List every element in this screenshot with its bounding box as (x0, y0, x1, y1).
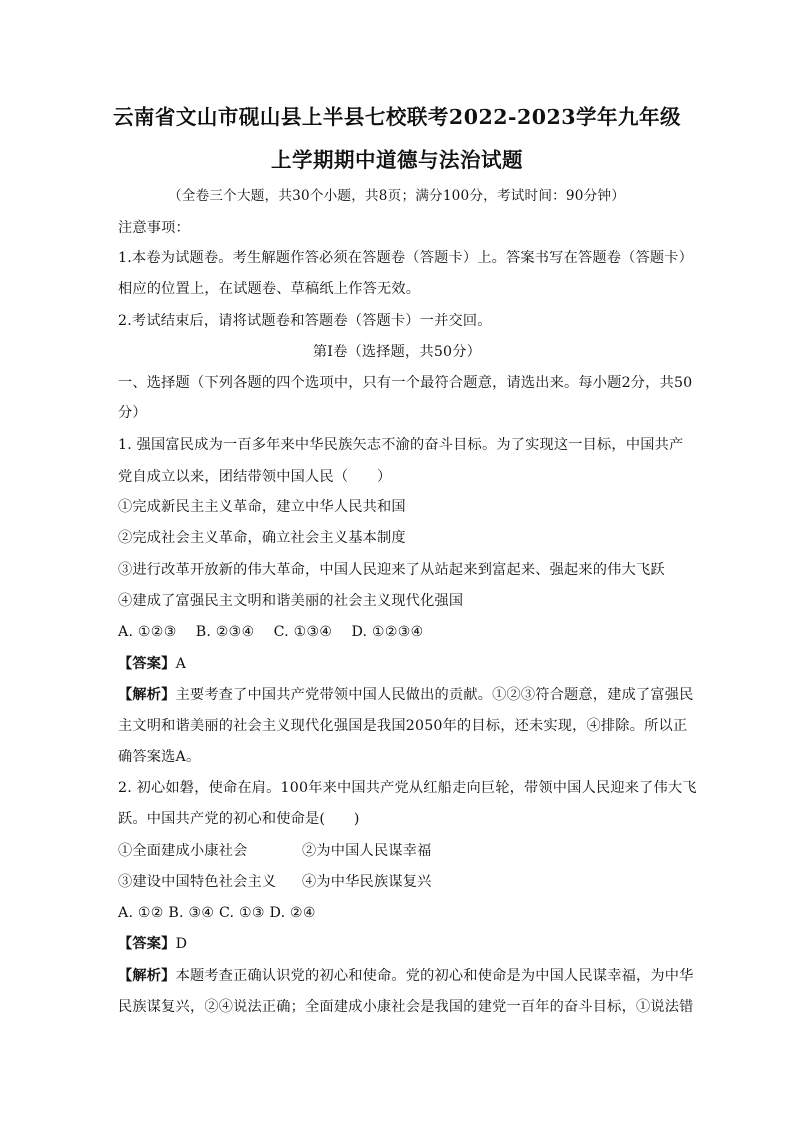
q2-analysis-line-1 (118, 966, 694, 986)
q2-answer (118, 934, 187, 954)
notice-item-1-line-2: 相应的位置上，在试题卷、草稿纸上作答无效。 (118, 281, 421, 297)
q1-stem-line-2: 党自成立以来，团结带领中国人民（ ） (118, 469, 392, 485)
section-heading-line-1: 一、选择题（下列各题的四个选项中，只有一个最符合题意，请选出来。每小题2分，共50 (118, 375, 693, 391)
q2-choices: A. ①② B. ③④ C. ①③ D. ②④ (118, 905, 316, 921)
q1-option-1: ①完成新民主主义革命，建立中华人民共和国 (118, 499, 406, 515)
notice-heading: 注意事项： (118, 220, 190, 236)
q2-option-4: ④为中华民族谋复兴 (302, 874, 432, 890)
q1-analysis-line-1 (118, 685, 694, 705)
q2-option-1: ①全面建成小康社会 (118, 843, 248, 859)
q2-option-row-2 (118, 872, 276, 892)
q1-answer-value: A (175, 656, 187, 672)
q2-stem-line-2: 跃。中国共产党的初心和使命是( ) (118, 811, 360, 827)
q1-option-2: ②完成社会主义革命，确立社会主义基本制度 (118, 530, 406, 546)
section-heading-line-2: 分） (118, 405, 147, 421)
q2-analysis-line-2: 民族谋复兴，②④说法正确；全面建成小康社会是我国的建党一百年的奋斗目标，①说法错 (118, 999, 694, 1015)
notice-item-2: 2.考试结束后，请将试题卷和答题卷（答题卡）一并交回。 (118, 313, 492, 329)
document-title-line-2: 上学期期中道德与法治试题 (271, 148, 523, 172)
q2-option-2: ②为中国人民谋幸福 (302, 843, 432, 859)
q1-answer-label: 【答案】 (118, 656, 176, 672)
q1-choices: A. ①②③ B. ②③④ C. ①③④ D. ①②③④ (118, 624, 424, 640)
q1-analysis-line-2: 主文明和谐美丽的社会主义现代化强国是我国2050年的目标，还未实现，④排除。所以正 (118, 718, 688, 734)
notice-item-1-line-1: 1.本卷为试题卷。考生解题作答必须在答题卷（答题卡）上。答案书写在答题卷（答题卡） (118, 250, 694, 266)
q2-stem-line-1: 2. 初心如磐，使命在肩。100年来中国共产党从红船走向巨轮，带领中国人民迎来了伟大飞 (118, 780, 697, 796)
q1-analysis-text-1: 主要考查了中国共产党带领中国人民做出的贡献。①②③符合题意，建成了富强民 (175, 687, 694, 703)
q2-answer-label: 【答案】 (118, 936, 176, 952)
exam-info: （全卷三个大题，共30个小题，共8页；满分100分，考试时间：90分钟） (168, 188, 626, 204)
q2-option-row-1 (118, 841, 248, 861)
part-heading: 第Ⅰ卷（选择题，共50分） (312, 344, 482, 360)
q2-analysis-label: 【解析】 (118, 968, 176, 984)
document-title-line-1: 云南省文山市砚山县上半县七校联考2022-2023学年九年级 (112, 105, 682, 129)
q1-option-3: ③进行改革开放新的伟大革命，中国人民迎来了从站起来到富起来、强起来的伟大飞跃 (118, 562, 665, 578)
q1-analysis-line-3: 确答案选A。 (118, 749, 201, 765)
q1-option-4: ④建成了富强民主文明和谐美丽的社会主义现代化强国 (118, 593, 464, 609)
q1-analysis-label: 【解析】 (118, 687, 176, 703)
q2-answer-value: D (175, 936, 188, 952)
q1-stem-line-1: 1. 强国富民成为一百多年来中华民族矢志不渝的奋斗目标。为了实现这一目标，中国共产 (118, 437, 684, 453)
q1-answer (118, 654, 186, 674)
q2-option-3: ③建设中国特色社会主义 (118, 874, 277, 890)
q2-analysis-text-1: 本题考查正确认识党的初心和使命。党的初心和使命是为中国人民谋幸福，为中华 (175, 968, 694, 984)
